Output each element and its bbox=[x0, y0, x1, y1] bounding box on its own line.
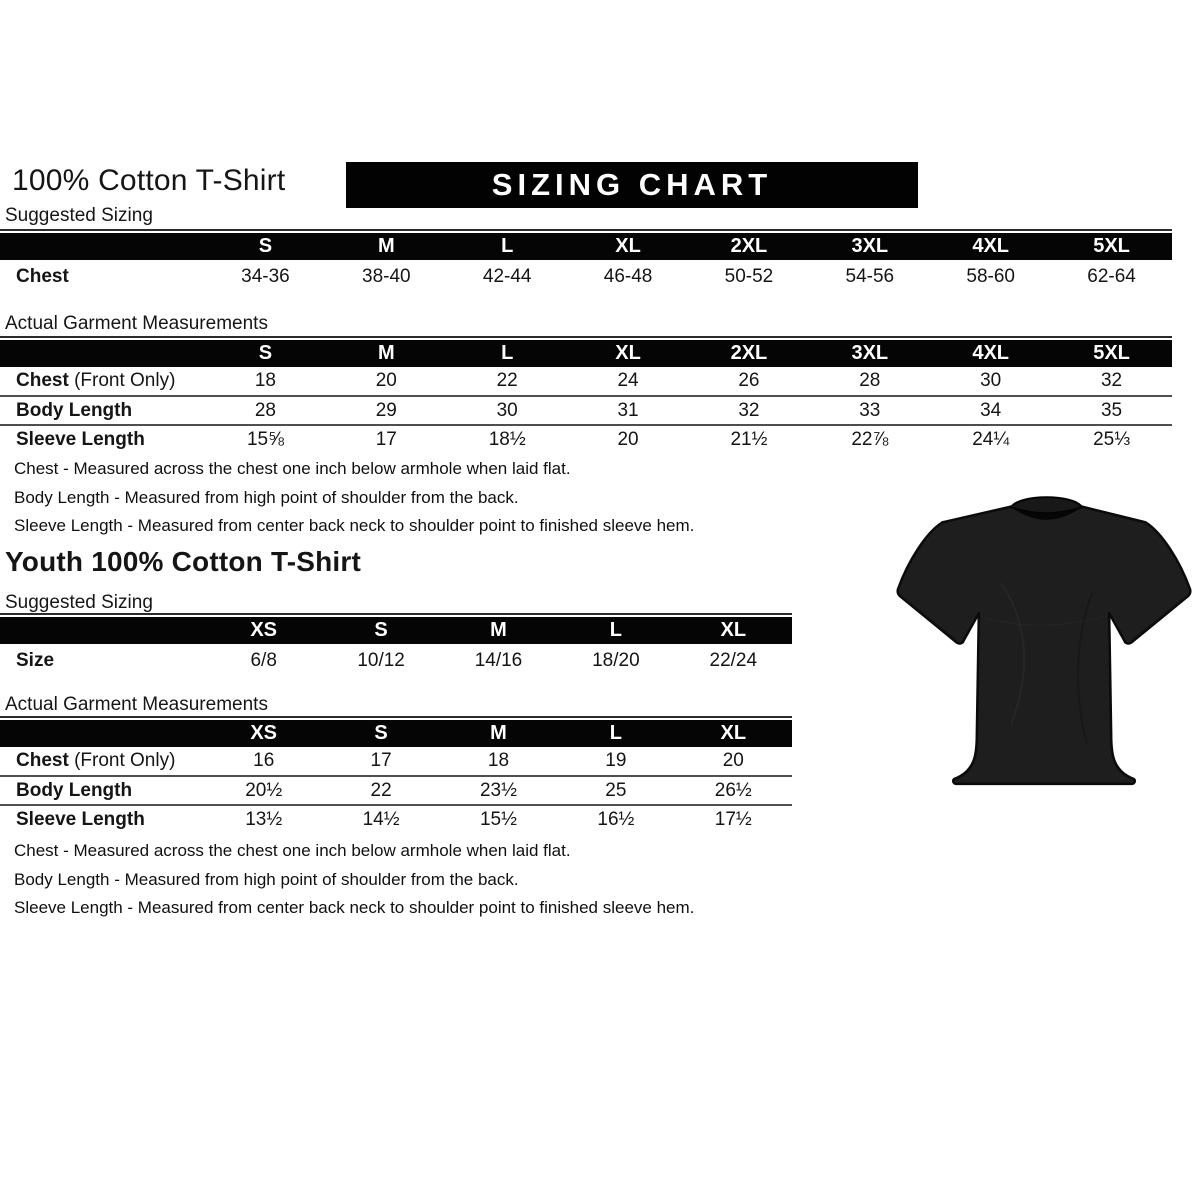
measurement-value: 22 bbox=[496, 370, 518, 391]
measurement-value: 19 bbox=[605, 750, 627, 771]
measurement-value: 17 bbox=[370, 750, 392, 771]
note-line: Sleeve Length - Measured from center back neck to shoulder point to finished sleeve hem. bbox=[14, 898, 695, 917]
measurement-value: 22 bbox=[370, 779, 392, 801]
size-column-header: L bbox=[501, 235, 514, 257]
size-header-row bbox=[0, 340, 1172, 367]
size-column-header: XL bbox=[615, 235, 641, 257]
measurement-value: 32 bbox=[738, 399, 760, 421]
measurement-value: 18 bbox=[487, 750, 510, 771]
measurement-value: 33 bbox=[859, 399, 881, 421]
measurement-value: 13½ bbox=[245, 809, 283, 830]
youth-page-title: Youth 100% Cotton T-Shirt bbox=[5, 546, 362, 577]
measurement-value: 54-56 bbox=[845, 266, 895, 287]
note-line: Body Length - Measured from high point of shoulder from the back. bbox=[14, 869, 519, 889]
measurement-value: 25⅓ bbox=[1093, 429, 1131, 450]
measurement-value: 18½ bbox=[488, 429, 526, 450]
measurement-value: 21½ bbox=[730, 429, 768, 450]
size-column-header: L bbox=[609, 722, 622, 744]
size-column-header: 2XL bbox=[730, 342, 768, 364]
size-column-header: S bbox=[374, 722, 388, 744]
measurement-value: 46-48 bbox=[603, 266, 653, 287]
row-label: Sleeve Length bbox=[16, 809, 145, 830]
size-column-header: XL bbox=[720, 619, 747, 641]
table-row bbox=[0, 644, 792, 678]
measurement-value: 20 bbox=[375, 370, 397, 391]
note-line: Chest - Measured across the chest one inch below armhole when laid flat. bbox=[14, 841, 571, 860]
adult-suggested-sizing-label: Suggested Sizing bbox=[5, 205, 153, 226]
note-line: Chest - Measured across the chest one inch below armhole when laid flat. bbox=[14, 459, 571, 478]
size-column-header: 4XL bbox=[972, 342, 1010, 364]
youth-measurement-notes bbox=[14, 842, 834, 928]
note-line: Sleeve Length - Measured from center back neck to shoulder point to finished sleeve hem. bbox=[14, 516, 695, 535]
size-column-header: XS bbox=[250, 722, 278, 744]
adult-actual-measurements-table bbox=[0, 340, 1172, 454]
measurement-value: 34 bbox=[980, 399, 1002, 421]
tshirt-body bbox=[898, 506, 1191, 784]
measurement-value: 22/24 bbox=[709, 650, 758, 671]
row-label: Chest bbox=[16, 266, 69, 287]
size-column-header: S bbox=[374, 619, 388, 641]
size-column-header: XL bbox=[720, 722, 747, 744]
header-corner-cell bbox=[0, 617, 205, 644]
size-column-header: 3XL bbox=[851, 235, 889, 257]
measurement-value: 50-52 bbox=[724, 266, 774, 287]
table-row bbox=[0, 805, 792, 834]
measurement-value: 30 bbox=[980, 370, 1002, 391]
measurement-value: 10/12 bbox=[357, 650, 405, 671]
measurement-value: 26 bbox=[738, 370, 760, 391]
youth-suggested-sizing-label: Suggested Sizing bbox=[5, 592, 153, 613]
adult-actual-measurements-table-wrap bbox=[0, 336, 1172, 454]
header-corner-cell bbox=[0, 233, 205, 260]
row-label: Body Length bbox=[16, 779, 133, 801]
measurement-value: 15⅝ bbox=[246, 429, 284, 450]
header-corner-cell bbox=[0, 340, 205, 367]
measurement-value: 31 bbox=[617, 399, 639, 421]
header-corner-cell bbox=[0, 720, 205, 747]
measurement-value: 22⅞ bbox=[851, 429, 889, 450]
adult-suggested-sizing-table-wrap bbox=[0, 229, 1172, 294]
size-column-header: M bbox=[490, 722, 507, 744]
measurement-value: 17 bbox=[375, 429, 397, 450]
sizing-chart-banner-label: SIZING CHART bbox=[491, 167, 773, 202]
black-tshirt-image bbox=[890, 492, 1198, 800]
measurement-value: 28 bbox=[254, 399, 276, 421]
measurement-value: 62-64 bbox=[1087, 266, 1136, 287]
size-column-header: M bbox=[377, 235, 395, 257]
measurement-value: 32 bbox=[1100, 370, 1123, 391]
size-column-header: 5XL bbox=[1093, 235, 1130, 257]
measurement-value: 26½ bbox=[714, 779, 752, 801]
size-column-header: 4XL bbox=[972, 235, 1010, 257]
table-row bbox=[0, 776, 792, 805]
measurement-value: 30 bbox=[496, 399, 518, 421]
measurement-value: 16 bbox=[253, 750, 275, 771]
size-column-header: S bbox=[258, 342, 273, 364]
measurement-value: 18/20 bbox=[592, 650, 640, 671]
youth-actual-measurements-table-wrap bbox=[0, 716, 792, 834]
measurement-value: 34-36 bbox=[241, 266, 290, 287]
table-row bbox=[0, 260, 1172, 294]
measurement-value: 20 bbox=[722, 750, 744, 771]
measurement-value: 35 bbox=[1100, 399, 1123, 421]
size-column-header: 5XL bbox=[1093, 342, 1130, 364]
measurement-value: 38-40 bbox=[362, 266, 411, 287]
measurement-value: 14/16 bbox=[474, 650, 523, 671]
youth-suggested-sizing-table-wrap bbox=[0, 613, 792, 678]
size-header-row bbox=[0, 720, 792, 747]
size-header-row bbox=[0, 233, 1172, 260]
size-column-header: 3XL bbox=[851, 342, 889, 364]
size-column-header: XL bbox=[615, 342, 641, 364]
measurement-value: 6/8 bbox=[250, 650, 277, 671]
measurement-value: 17½ bbox=[714, 809, 752, 830]
size-column-header: M bbox=[490, 619, 507, 641]
size-column-header: L bbox=[501, 342, 514, 364]
size-column-header: M bbox=[377, 342, 395, 364]
size-column-header: L bbox=[609, 619, 622, 641]
measurement-value: 14½ bbox=[362, 809, 400, 830]
youth-actual-measurements-table bbox=[0, 720, 792, 834]
size-column-header: S bbox=[258, 235, 273, 257]
measurement-value: 24¼ bbox=[972, 429, 1010, 450]
tshirt-collar bbox=[1011, 497, 1082, 513]
note-line: Body Length - Measured from high point of shoulder from the back. bbox=[14, 487, 519, 507]
measurement-value: 23½ bbox=[479, 779, 517, 801]
adult-measurement-notes bbox=[14, 460, 834, 546]
adult-actual-measurements-label: Actual Garment Measurements bbox=[5, 313, 268, 334]
measurement-value: 29 bbox=[375, 399, 397, 421]
size-header-row bbox=[0, 617, 792, 644]
row-label: Sleeve Length bbox=[16, 429, 145, 450]
measurement-value: 42-44 bbox=[482, 266, 532, 287]
measurement-value: 20½ bbox=[245, 779, 283, 801]
row-label: Size bbox=[16, 650, 55, 671]
measurement-value: 20 bbox=[617, 429, 639, 450]
measurement-value: 58-60 bbox=[966, 266, 1015, 287]
measurement-value: 24 bbox=[617, 370, 639, 391]
table-row bbox=[0, 425, 1172, 454]
youth-actual-measurements-label: Actual Garment Measurements bbox=[5, 694, 268, 715]
measurement-value: 28 bbox=[859, 370, 881, 391]
table-row bbox=[0, 747, 792, 776]
measurement-value: 15½ bbox=[479, 809, 517, 830]
sizing-chart-banner bbox=[346, 162, 918, 208]
row-label: Chest (Front Only) bbox=[16, 370, 176, 391]
measurement-value: 16½ bbox=[597, 809, 635, 830]
measurement-value: 18 bbox=[254, 370, 276, 391]
table-row bbox=[0, 396, 1172, 425]
adult-suggested-sizing-table bbox=[0, 233, 1172, 294]
row-label: Chest (Front Only) bbox=[16, 750, 176, 771]
row-label: Body Length bbox=[16, 399, 133, 421]
table-row bbox=[0, 367, 1172, 396]
page-title: 100% Cotton T-Shirt bbox=[12, 164, 286, 197]
size-column-header: XS bbox=[250, 619, 278, 641]
size-column-header: 2XL bbox=[730, 235, 768, 257]
youth-suggested-sizing-table bbox=[0, 617, 792, 678]
measurement-value: 25 bbox=[605, 779, 627, 801]
